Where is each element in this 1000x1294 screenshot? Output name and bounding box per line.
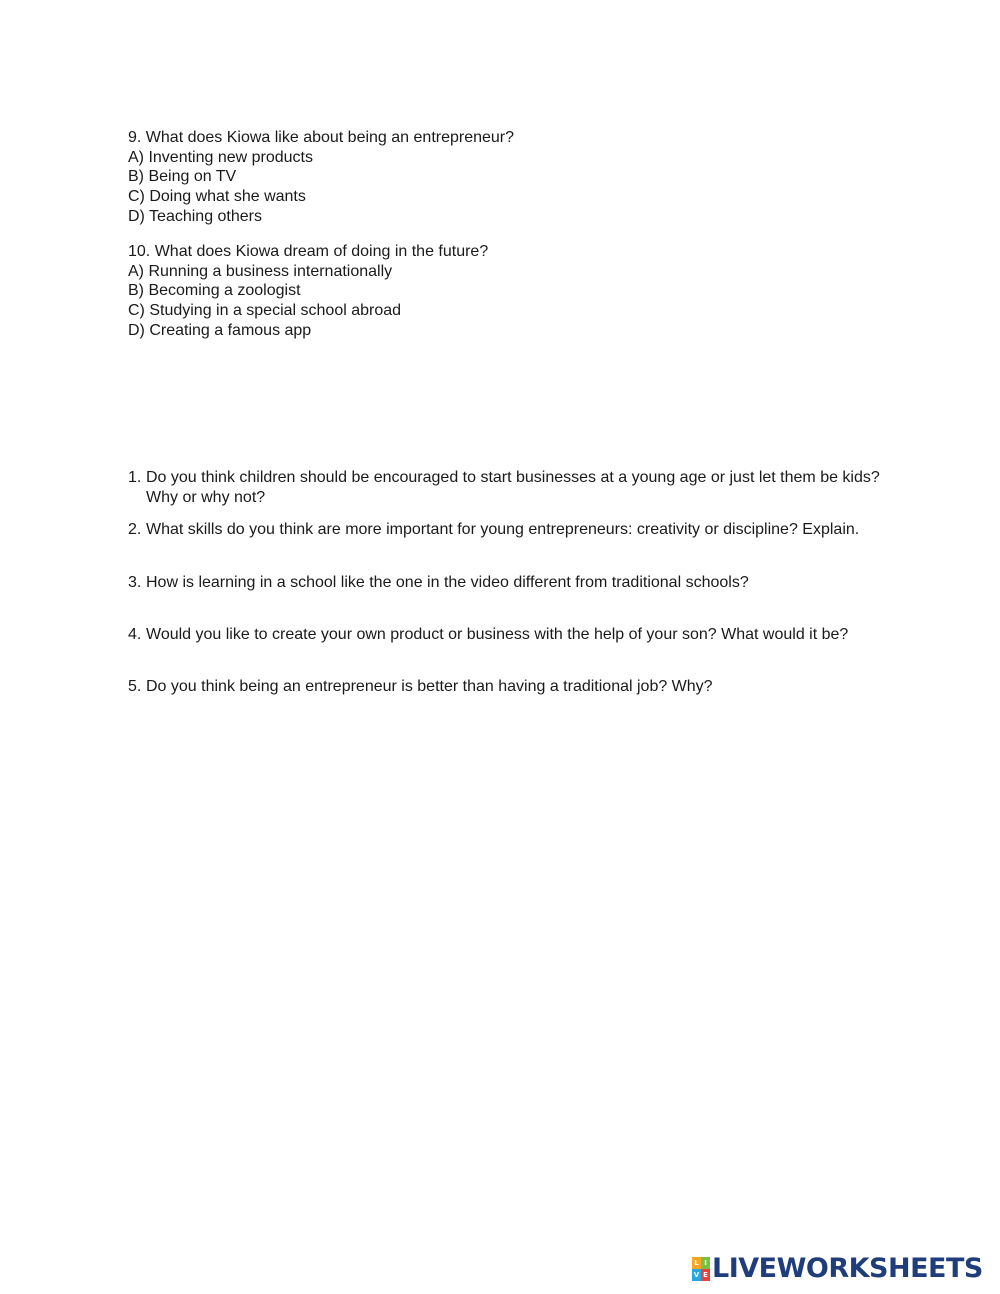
question-10-option-c: C) Studying in a special school abroad — [128, 302, 402, 320]
question-10-option-b: B) Becoming a zoologist — [128, 282, 301, 300]
discussion-question — [128, 468, 888, 507]
discussion-question — [128, 520, 888, 540]
question-9-option-b: B) Being on TV — [128, 168, 237, 186]
question-9-option-a: A) Inventing new products — [128, 148, 313, 166]
question-9-option-d: D) Teaching others — [128, 207, 262, 225]
question-9 — [128, 128, 928, 227]
discussion-question-text: What skills do you think are more important for young entrepreneurs: creativity or discipline? Explain. — [146, 521, 860, 539]
discussion-question-number: 5. — [128, 678, 142, 696]
discussion-question — [128, 625, 888, 645]
liveworksheets-logo — [692, 1253, 983, 1284]
discussion-question-text: How is learning in a school like the one in the video different from traditional schools? — [146, 573, 749, 591]
discussion-question-text: Do you think children should be encouraged to start businesses at a young age or just let them be kids? Why or why not? — [146, 469, 880, 506]
discussion-question — [128, 677, 888, 697]
discussion-question-text: Do you think being an entrepreneur is better than having a traditional job? Why? — [146, 678, 713, 696]
discussion-question-number: 3. — [128, 573, 142, 591]
discussion-questions — [128, 468, 888, 697]
logo-mark-letter: V — [693, 1271, 700, 1279]
discussion-question-number: 4. — [128, 625, 142, 643]
question-10 — [128, 242, 928, 341]
live-logo-icon — [692, 1257, 710, 1281]
question-10-option-a: A) Running a business internationally — [128, 262, 393, 280]
logo-mark-letter: I — [701, 1257, 710, 1269]
logo-mark-letter: E — [701, 1269, 710, 1281]
discussion-question-number: 2. — [128, 521, 142, 539]
question-10-text: 10. What does Kiowa dream of doing in the future? — [128, 243, 489, 260]
question-9-option-c: C) Doing what she wants — [128, 188, 306, 206]
question-9-text: 9. What does Kiowa like about being an entrepreneur? — [128, 129, 515, 146]
discussion-question-number: 1. — [128, 469, 142, 486]
discussion-question — [128, 573, 888, 593]
logo-text: LIVEWORKSHEETS — [712, 1253, 983, 1284]
discussion-question-text: Would you like to create your own product or business with the help of your son? What would it be? — [146, 625, 849, 643]
question-10-option-d: D) Creating a famous app — [128, 321, 312, 339]
logo-mark-letter: L — [692, 1257, 701, 1269]
